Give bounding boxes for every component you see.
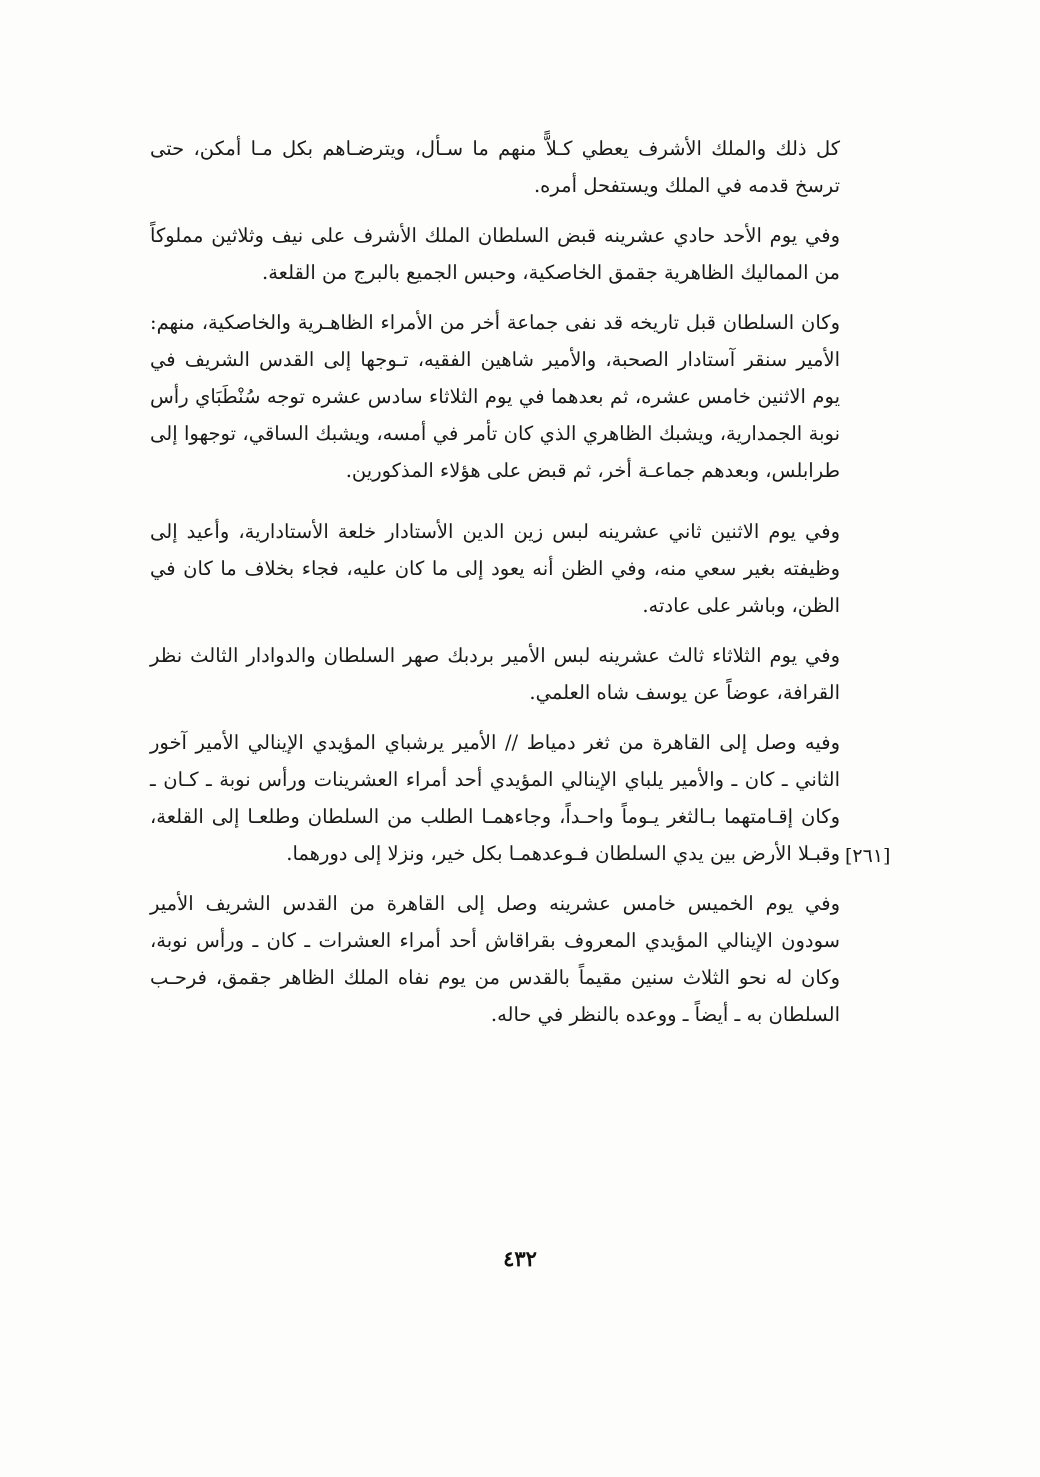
paragraph-2: وفي يوم الأحد حادي عشرينه قبض السلطان الملك الأشرف على نيف وثلاثين مملوكاً من المماليك الظاهرية جقمق الخاصكية، وحبس الجميع بالبرج من القلعة. [150, 224, 840, 284]
paragraph-4: وفي يوم الاثنين ثاني عشرينه لبس زين الدين الأستادار خلعة الأستادارية، وأعيد إلى وظيفته بغير سعي منه، وفي الظن أنه يعود إلى ما كان عليه، فجاء بخلاف ما كان في الظن، وباشر على عادته. [150, 520, 840, 617]
paragraph-1: كل ذلك والملك الأشرف يعطي كـلاًّ منهم ما سـأل، ويترضـاهم بكل مـا أمكن، حتى ترسخ قدمه في الملك ويستفحل أمره. [150, 137, 840, 197]
page-number: ٤٣٢ [503, 1246, 537, 1271]
paragraph-5: وفي يوم الثلاثاء ثالث عشرينه لبس الأمير بردبك صهر السلطان والدوادار الثالث نظر القرافة، عوضاً عن يوسف شاه العلمي. [150, 644, 840, 704]
margin-folio-reference: [٢٦١] [845, 845, 891, 867]
paragraph-7: وفي يوم الخميس خامس عشرينه وصل إلى القاهرة من القدس الشريف الأمير سودون الإينالي المؤيدي المعروف بقراقاش أحد أمراء العشرات ـ كان ـ ورأس نوبة، وكان له نحو الثلاث سنين مقيماً بالقدس من يوم نفاه الملك الظاهر جقمق، فرحـب السلطان به ـ أيضاً ـ ووعده بالنظر في حاله. [150, 892, 840, 1026]
paragraph-3: وكان السلطان قبل تاريخه قد نفى جماعة أخر من الأمراء الظاهـرية والخاصكية، منهم: الأمير سنقر آستادار الصحبة، والأمير شاهين الفقيه، تـوجها إلى القدس الشريف في يوم الاثنين خامس عشره، ثم بعدهما في يوم الثلاثاء سادس عشره توجه سُنْطَبَاي رأس نوبة الجمدارية، ويشبك الظاهري الذي كان تأمر في أمسه، ويشبك الساقي، توجهوا إلى طرابلس، وبعدهم جماعـة أخر، ثم قبض على هؤلاء المذكورين. [150, 311, 840, 482]
text-column [150, 130, 840, 1046]
paragraph-6: وفيه وصل إلى القاهرة من ثغر دمياط // الأمير يرشباي المؤيدي الإينالي الأمير آخور الثاني ـ كان ـ والأمير يلباي الإينالي المؤيدي أحد أمراء العشرينات ورأس نوبة ـ كـان ـ وكان إقـامتهما بـالثغر يـوماً واحـداً، وجاءهمـا الطلب من السلطان وطلعـا إلى القلعة، وقبـلا الأرض بين يدي السلطان فـوعدهمـا بكل خير، ونزلا إلى دورهما. [150, 731, 840, 865]
